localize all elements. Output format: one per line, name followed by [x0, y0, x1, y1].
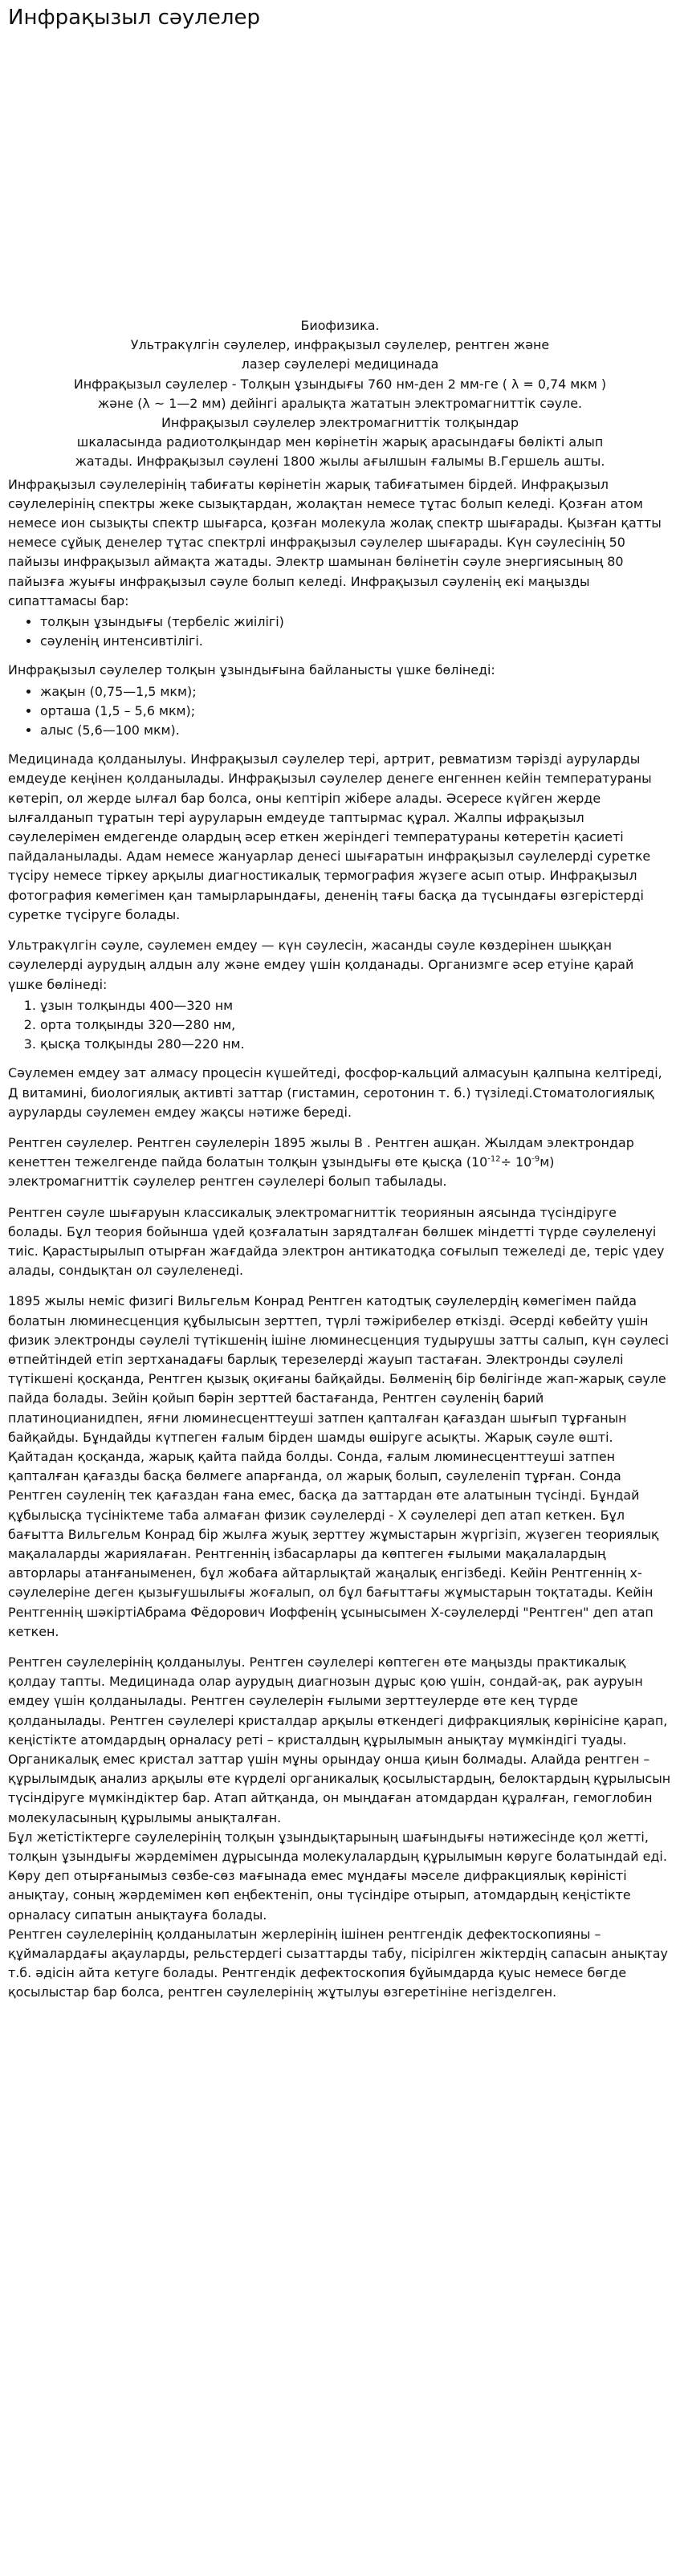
- text-run: Рентген сәулелерінің қолданылуы. Рентген сәулелері көптеген өте маңызды практикалық қолдау тапты. Медицинада олар аурудың диагнозын дұрыс қою үшін, сондай-ақ, рак ауруын емдеу үшін қолданылады.: [8, 1654, 643, 1709]
- list-item: 3. қысқа толқынды 280—220 нм.: [40, 1035, 672, 1054]
- intro-line: және (λ ~ 1—2 мм) дейінгі аралықта жататын электромагниттік сәуле.: [97, 395, 583, 411]
- list-item: 2. орта толқынды 320—280 нм,: [40, 1015, 672, 1035]
- ir-properties-list: [8, 612, 672, 651]
- paragraph-ir-nature: Инфрақызыл сәулелерінің табиғаты көрінетін жарық табиғатымен бірдей. Инфрақызыл сәулелерінің спектры жеке сызықтардан, жолақтан немесе тұтас болып келеді. Қозған атом немесе ион сызықты спектр шығарса, қозған молекула жолақ спектр шығарады. Қызған қатты немесе сұйық денелер тұтас спектрлі инфрақызыл сәулелер шығарады. Күн сәулесінің 50 пайызы инфрақызыл аймақта жатады. Электр шамынан бөлінетін сәуле энергиясының 80 пайызға жуығы инфрақызыл сәуле болып келеді. Инфрақызыл сәуленің екі маңызды сипаттамасы бар:: [8, 476, 662, 608]
- exponent: -12: [487, 1154, 501, 1164]
- xray-intro-text: Рентген сәулелер. Рентген сәулелерін 1895 жылы В . Рентген ашқан. Жылдам электрондар кенеттен тежелгенде пайда болатын толқын ұзындығы өте қысқа (10: [8, 1134, 634, 1170]
- list-item: • толқын ұзындығы (тербеліс жиілігі): [40, 612, 672, 632]
- list-item: 1. ұзын толқынды 400—320 нм: [40, 996, 672, 1015]
- intro-line: Биофизика.: [300, 318, 380, 333]
- ir-groups-list: [8, 682, 672, 741]
- paragraph-xray-intro: [8, 1133, 672, 1192]
- paragraph-xray-source: Рентген сәуле шығаруын классикалық электромагниттік теориянын аясында түсіндіруге болады. Бұл теория бойынша үдей қозғалатын зарядталған бөлшек міндетті түрде сәулеленуі тиіс. Қарастырылып отырған жағдайда электрон антикатодқа соғылып тежеледі де, теріс үдеу алады, сондықтан ол сәулеленеді.: [8, 1204, 665, 1279]
- uv-groups-list: [8, 996, 672, 1055]
- article: [0, 5, 680, 2003]
- page-title: Инфрақызыл сәулелер: [8, 6, 260, 30]
- paragraph-xray-use: [8, 1653, 672, 2003]
- intro-line: жатады. Инфрақызыл сәулені 1800 жылы ағылшын ғалымы В.Гершель ашты.: [75, 454, 605, 470]
- intro-line: лазер сәулелері медицинада: [241, 356, 439, 372]
- exponent: -9: [531, 1154, 540, 1164]
- intro-line: Инфрақызыл сәулелер электромагниттік толқындар: [161, 415, 519, 431]
- xray-intro-text: ÷ 10: [500, 1154, 532, 1170]
- list-item: • орташа (1,5 – 5,6 мкм);: [40, 702, 672, 721]
- paragraph-xray-history: 1895 жылы неміс физигі Вильгельм Конрад Рентген катодтық сәулелердің көмегімен пайда болатын люминесценция құбылысын зерттеп, түрлі тәжірибелер өткізді. Әсерді көбейту үшін физик электронды сәулелі түтікшенің ішіне люминесценция тудырушы затты салып, күн сәулесі өтпейтіндей етіп зертханадағы барлық терезелерді жауып тастаған. Электронды сәулелі түтікшені қосқанда, Рентген қызық оқиғаны байқайды. Бөлменің бір бөлігінде жап-жарық сәуле пайда болады. Зейін қойып бәрін зерттей бастағанда, Рентген сәуленің барий платиноцианидпен, яғни люминесценттеуші затпен қапталған қағаздан шығып тұрғанын байқайды. Бұндайды күтпеген ғалым бірден шамды өшіруге асықты. Жарық сәуле өшті. Қайтадан қосқанда, жарық қайта пайда болды. Сонда, ғалым люминесценттеуші затпен қапталған қағазды басқа бөлмеге апарғанда, ол жарық болып, сәулеленіп тұрған. Сонда Рентген сәуленің тек қағаздан ғана емес, басқа да заттардан өте алатынын түсінді. Бұндай құбылысқа түсініктеме таба алмаған физик сәулелерді - Х сәулелері деп атап кеткен. Бұл бағытта Вильгельм Конрад бір жылға жуық зерттеу жұмыстарын жүргізіп, жүзеген теориялық мақалаларды жариялаған. Рентгеннің ізбасарлары да көптеген ғылыми мақалалардың авторлары атанғаныменен, бұл жобаға айтарлықтай жаңалық енгізбеді. Кейін Рентгеннің х-сәулелеріне деген қызығушылығы жоғалып, ол бұл бағыттағы жұмыстарын тоқтатады. Кейін Рентгеннің шәкіртіАбрама Фёдорович Иоффенің ұсынысымен Х-сәулелерді "Рентген" деп атап кеткен.: [8, 1293, 670, 1639]
- blank-space: [8, 31, 672, 316]
- intro-line: Ультракүлгін сәулелер, инфрақызыл сәулелер, рентген және: [130, 337, 550, 353]
- intro-line: Инфрақызыл сәулелер - Толқын ұзындығы 760 нм-ден 2 мм-ге ( λ = 0,74 мкм ): [73, 376, 607, 392]
- intro-block: [8, 316, 672, 472]
- intro-line: шкаласында радиотолқындар мен көрінетін жарық арасындағы бөлікті алып: [76, 434, 604, 450]
- xray-intro-text: м) электромагниттік сәулелер рентген сәулелері болып табылады.: [8, 1154, 555, 1190]
- paragraph-ir-groups: Инфрақызыл сәулелер толқын ұзындығына байланысты үшке бөлінеді:: [8, 662, 495, 678]
- list-item: • алыс (5,6—100 мкм).: [40, 721, 672, 740]
- text-run: Рентген сәулелерінің қолданылатын жерлерінің ішінен рентгендік дефектоскопияны – құймалардағы ақауларды, рельстердегі сызаттарды табу, пісірілген жіктердің сапасын анықтау т.б. әдісін айта кетуге болады. Рентгендік дефектоскопия бұйымдарда қуыс немесе бөгде қосылыстар бар болса, рентген сәулелерінің жұтылуы өзгеретініне негізделген.: [8, 1926, 668, 2000]
- paragraph-uv-therapy: Сәулемен емдеу зат алмасу процесін күшейтеді, фосфор-кальций алмасуын қалпына келтіреді, Д витамині, биологиялық активті заттар (гистамин, серотонин т. б.) түзіледі.Стоматологиялық ауруларды сәулемен емдеу жақсы нәтиже береді.: [8, 1065, 662, 1120]
- paragraph-uv: Ультракүлгін сәуле, сәулемен емдеу — күн сәулесін, жасанды сәуле көздерінен шыққан сәулелерді аурудың алдын алу және емдеу үшін қолданады. Организмге әсер етуіне қарай үшке бөлінеді:: [8, 938, 634, 992]
- text-run: Рентген сәулелерін ғылыми зерттеулерде өте кең түрде қолданылады. Рентген сәулелері кристалдар арқылы өткендегі дифракциялық көрінісіне қарап, кеңістікте атомдардың орналасу реті – кристалдың құрылымын анықтау мүмкіндігі туады. Органикалық емес кристал заттар үшін мұны орындау онша қиын болмады. Алайда рентген – құрылымдық анализ арқылы өте күрделі органикалық қосылыстардың, белоктардың құрылысын түсіндіруге мүмкіндіктер бар. Атап айтқанда, он мыңдаған атомдардан құралған, гемоглобин молекуласының құрылымы анықталған.: [8, 1693, 671, 1825]
- text-run: Бұл жетістіктерге сәулелерінің толқын ұзындықтарының шағындығы нәтижесінде қол жетті, толқын ұзындығы жәрдемімен дұрысында молекулалардың құрылымын көруге болатындай еді. Көру деп отырғанымыз сөзбе-сөз мағынада емес мұндағы мәселе дифракциялық көріністі анықтау, соның жәрдемімен көп еңбектеніп, оны түсіндіре отырып, атомдардың кеңістікте орналасу сипатын анықтауға болады.: [8, 1829, 667, 1923]
- list-item: • жақын (0,75—1,5 мкм);: [40, 682, 672, 702]
- list-item: • сәуленің интенсивтілігі.: [40, 632, 672, 651]
- paragraph-medicine: Медицинада қолданылуы. Инфрақызыл сәулелер тері, артрит, ревматизм тәрізді ауруларды емдеуде кеңінен қолданылады. Инфрақызыл сәулелер денеге енгеннен кейін температураны көтеріп, ол жерде ылғал бар болса, оны кептіріп жібере алады. Әсересе күйген жерде ылғалданып тұратын тері ауруларын емдеуде таптырмас құрал. Жалпы ифрақызыл сәулелерімен емдегенде олардың әсер еткен жеріндегі температураны көтеретін қасиеті пайдаланылады. Адам немесе жануарлар денесі шығаратын инфрақызыл сәулелерді суретке түсіру немесе тіркеу арқылы диагностикалық термография жүзеге асып отыр. Инфрақызыл фотография көмегімен қан тамырларындағы, дененің тағы басқа да түсындағы өзгерістерді суретке түсіруге болады.: [8, 751, 652, 922]
